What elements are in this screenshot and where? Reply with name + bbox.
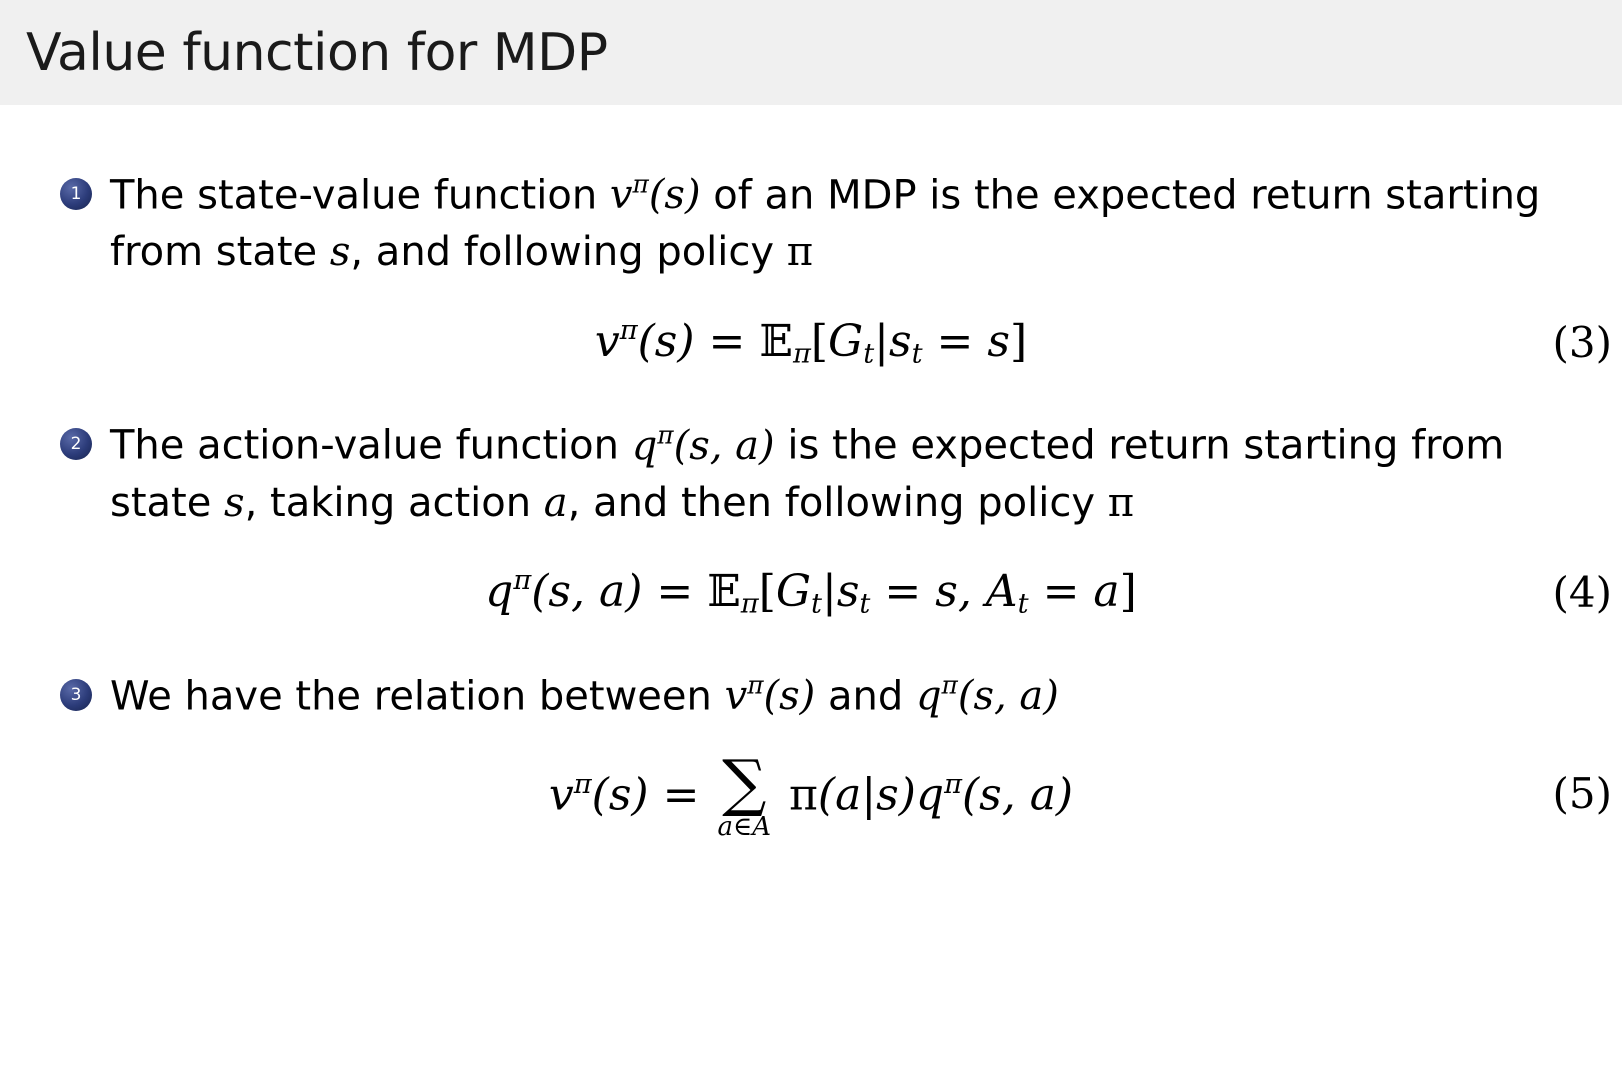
inline-math: π	[786, 229, 814, 276]
summation-symbol: ∑ a∈A	[717, 746, 771, 842]
bullet-number-icon: 3	[60, 679, 92, 711]
bullet-text: We have the relation between $v^\pi(s)$ and $q^\pi(s$, a)	[110, 670, 1059, 720]
list-item	[0, 668, 1622, 725]
inline-math: π	[1107, 479, 1135, 526]
bullet-text: The state-value function $v^\pi(s)$ of an MDP is the expected return starting from state s, and following policy π	[110, 170, 1541, 276]
equation-row	[0, 565, 1622, 619]
slide-title-bar	[0, 0, 1622, 105]
summation-subscript: a∈A	[717, 811, 771, 842]
equation-body: $v^\pi(s)$ = ∑ a∈A $\pi(a|s)q^\pi(s$, a)	[548, 746, 1074, 842]
list-item	[0, 417, 1622, 531]
bullet-number-icon: 1	[60, 178, 92, 210]
inline-math: s	[329, 229, 351, 276]
slide-content	[0, 105, 1622, 1080]
bullet-row	[0, 668, 1622, 725]
bullet-text: The action-value function $q^\pi(s$, a) is the expected return starting from state s, taking action a, and then following policy π	[110, 420, 1505, 526]
inline-math: $q^\pi(s$, a)	[631, 420, 775, 469]
page-title: Value function for MDP	[26, 22, 608, 83]
inline-math: a	[543, 479, 568, 526]
bullet-number-icon: 2	[60, 428, 92, 460]
inline-math: $v^\pi(s)$	[609, 170, 701, 219]
inline-math: s	[224, 479, 245, 526]
equation-number: (3)	[1552, 317, 1612, 367]
equation-number: (5)	[1552, 769, 1612, 819]
equation-row	[0, 746, 1622, 842]
list-item	[0, 167, 1622, 281]
inline-math: $q^\pi(s$, a)	[915, 670, 1059, 720]
inline-math: $v^\pi(s)$	[724, 670, 816, 720]
equation-row	[0, 315, 1622, 369]
equation-number: (4)	[1552, 568, 1612, 618]
bullet-row	[0, 167, 1622, 281]
bullet-row	[0, 417, 1622, 531]
equation-body: $q^\pi(s$, $a) = 𝔼_\pi[G_t|s_t = s$, $A_t = a$]	[485, 565, 1137, 620]
equation-body: $v^\pi(s)$ = $𝔼_\pi[G_t|s_t = s]$	[594, 314, 1028, 370]
